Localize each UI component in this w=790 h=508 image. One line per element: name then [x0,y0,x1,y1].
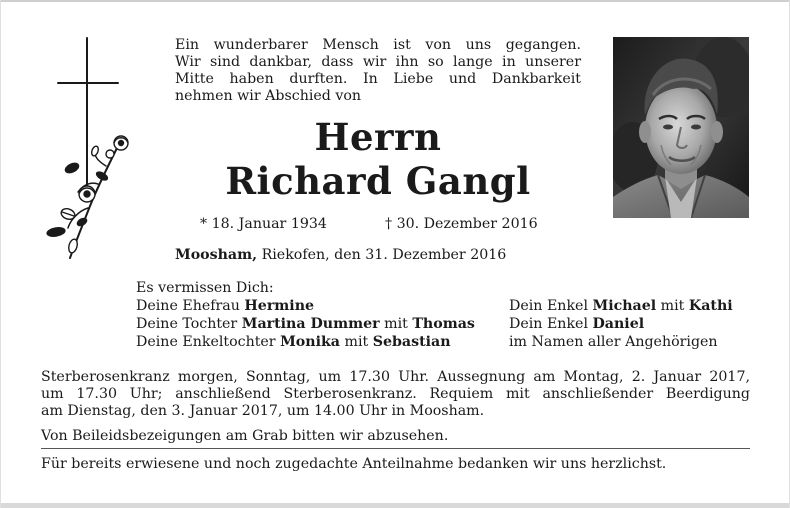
mourner-relation: Deine Ehefrau [136,298,245,314]
place-and-date [175,246,506,264]
mourner-relation: Dein Enkel [509,298,593,314]
condolence-note: Von Beileidsbezeigungen am Grab bitten wir abzusehen. [41,428,449,444]
place-town: Moosham, [175,247,258,263]
service-details [41,369,750,420]
mourner-name: Martina Dummer [241,316,380,332]
service-line: um 17.30 Uhr; anschließend Sterberosenkranz. Requiem mit anschließender Beerdigung [41,386,750,402]
mourner-right-1 [509,297,733,315]
salutation: Herrn [314,115,442,159]
intro-line: nehmen wir Abschied von [175,88,362,104]
deceased-name: Richard Gangl [225,159,531,203]
intro-text [175,37,581,105]
place-rest: Riekofen, den 31. Dezember 2016 [257,247,507,263]
mourner-name: Hermine [244,298,315,314]
portrait-photo [613,37,749,218]
birth-date: * 18. Januar 1934 [200,216,327,232]
divider [41,448,750,449]
mourner-relation: Deine Enkeltochter [136,334,281,350]
intro-line: Mitte haben durften. In Liebe und Dankbarkeit [175,71,581,87]
intro-line: Wir sind dankbar, dass wir ihn so lange in unserer [175,54,581,70]
mourner-partner-name: Sebastian [372,334,451,350]
mourner-name: Daniel [592,316,645,332]
mourner-left-3 [136,333,451,351]
bottom-border [0,503,790,508]
mourner-name: Michael [592,298,657,314]
service-line: Sterberosenkranz morgen, Sonntag, um 17.30 Uhr. Aussegnung am Montag, 2. Januar 2017, [41,369,750,385]
mourner-relation: Dein Enkel [509,316,593,332]
mourner-connector: mit [379,316,413,332]
thanks-note: Für bereits erwiesene und noch zugedachte Anteilnahme bedanken wir uns herzlichst. [41,456,667,472]
mourner-connector: mit [340,334,373,350]
cross-with-rose-vine-icon [38,36,138,266]
top-border [0,0,790,2]
left-border [0,0,1,508]
mourner-right-3 [509,333,718,351]
mourner-relation: im Namen aller Angehörigen [509,334,718,350]
intro-line: Ein wunderbarer Mensch ist von uns gegangen. [175,37,581,53]
mourner-connector: mit [656,298,689,314]
mourner-partner-name: Thomas [412,316,475,332]
service-line: am Dienstag, den 3. Januar 2017, um 14.00 Uhr in Moosham. [41,403,485,419]
mourner-partner-name: Kathi [688,298,733,314]
mourner-left-1 [136,297,314,315]
mourner-left-2 [136,315,475,333]
mourners-title: Es vermissen Dich: [136,280,274,296]
mourner-right-2 [509,315,644,333]
mourner-name: Monika [280,334,340,350]
death-date: † 30. Dezember 2016 [385,216,538,232]
mourner-relation: Deine Tochter [136,316,242,332]
